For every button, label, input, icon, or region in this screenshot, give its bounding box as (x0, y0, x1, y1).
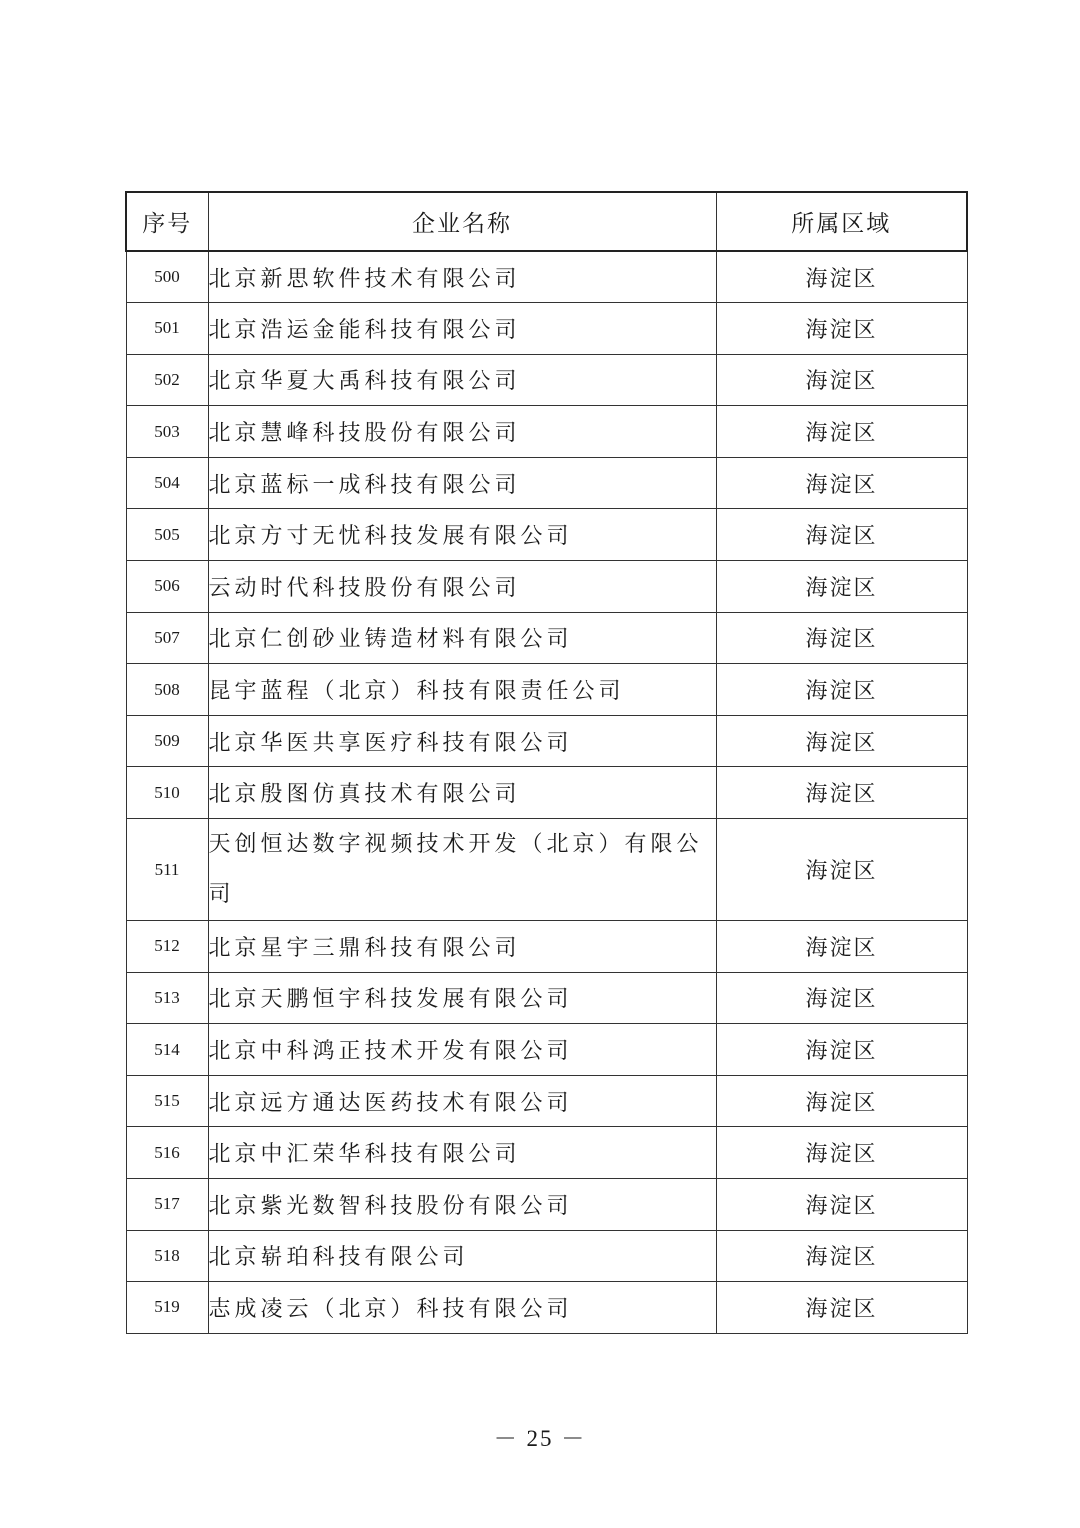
company-name: 北京方寸无忧科技发展有限公司 (208, 509, 716, 561)
header-area: 所属区域 (716, 192, 967, 251)
row-number: 514 (126, 1024, 208, 1076)
district: 海淀区 (716, 561, 967, 613)
company-name: 云动时代科技股份有限公司 (208, 561, 716, 613)
table-row (126, 1075, 967, 1127)
row-number: 506 (126, 561, 208, 613)
table-row (126, 457, 967, 509)
row-number: 508 (126, 664, 208, 716)
district: 海淀区 (716, 819, 967, 921)
enterprise-table (125, 191, 968, 1334)
row-number: 519 (126, 1282, 208, 1334)
district: 海淀区 (716, 251, 967, 303)
table-row (126, 715, 967, 767)
district: 海淀区 (716, 921, 967, 973)
company-name: 志成凌云（北京）科技有限公司 (208, 1282, 716, 1334)
district: 海淀区 (716, 715, 967, 767)
table-row (126, 509, 967, 561)
district: 海淀区 (716, 1179, 967, 1231)
company-name: 天创恒达数字视频技术开发（北京）有限公司 (208, 819, 716, 921)
district: 海淀区 (716, 1075, 967, 1127)
district: 海淀区 (716, 1127, 967, 1179)
company-name: 昆宇蓝程（北京）科技有限责任公司 (208, 664, 716, 716)
row-number: 511 (126, 819, 208, 921)
header-no: 序号 (126, 192, 208, 251)
table-row (126, 612, 967, 664)
company-name: 北京崭珀科技有限公司 (208, 1230, 716, 1282)
district: 海淀区 (716, 1230, 967, 1282)
page-number: － 25 － (493, 1426, 587, 1451)
row-number: 516 (126, 1127, 208, 1179)
table-row (126, 561, 967, 613)
table-row (126, 251, 967, 303)
row-number: 504 (126, 457, 208, 509)
company-name: 北京浩运金能科技有限公司 (208, 303, 716, 355)
table-row (126, 1282, 967, 1334)
table-row (126, 1127, 967, 1179)
company-name: 北京远方通达医药技术有限公司 (208, 1075, 716, 1127)
row-number: 513 (126, 972, 208, 1024)
header-name: 企业名称 (208, 192, 716, 251)
district: 海淀区 (716, 406, 967, 458)
table-row (126, 354, 967, 406)
company-name: 北京中汇荣华科技有限公司 (208, 1127, 716, 1179)
table-row (126, 1230, 967, 1282)
company-name: 北京华夏大禹科技有限公司 (208, 354, 716, 406)
table-row (126, 406, 967, 458)
table-row (126, 1179, 967, 1231)
row-number: 501 (126, 303, 208, 355)
table-row (126, 819, 967, 921)
row-number: 505 (126, 509, 208, 561)
table-row (126, 972, 967, 1024)
table-row (126, 664, 967, 716)
row-number: 510 (126, 767, 208, 819)
company-name: 北京华医共享医疗科技有限公司 (208, 715, 716, 767)
district: 海淀区 (716, 664, 967, 716)
table-row (126, 303, 967, 355)
district: 海淀区 (716, 972, 967, 1024)
company-name: 北京星宇三鼎科技有限公司 (208, 921, 716, 973)
row-number: 503 (126, 406, 208, 458)
row-number: 515 (126, 1075, 208, 1127)
company-name: 北京殷图仿真技术有限公司 (208, 767, 716, 819)
row-number: 500 (126, 251, 208, 303)
district: 海淀区 (716, 1282, 967, 1334)
row-number: 509 (126, 715, 208, 767)
table-row (126, 921, 967, 973)
district: 海淀区 (716, 612, 967, 664)
company-name: 北京蓝标一成科技有限公司 (208, 457, 716, 509)
table-header (126, 192, 967, 251)
row-number: 517 (126, 1179, 208, 1231)
district: 海淀区 (716, 354, 967, 406)
row-number: 518 (126, 1230, 208, 1282)
header-row (126, 192, 967, 251)
table-row (126, 1024, 967, 1076)
company-name: 北京中科鸿正技术开发有限公司 (208, 1024, 716, 1076)
table-body (126, 251, 967, 1333)
company-name: 北京天鹏恒宇科技发展有限公司 (208, 972, 716, 1024)
district: 海淀区 (716, 1024, 967, 1076)
company-name: 北京新思软件技术有限公司 (208, 251, 716, 303)
row-number: 512 (126, 921, 208, 973)
district: 海淀区 (716, 457, 967, 509)
table-row (126, 767, 967, 819)
district: 海淀区 (716, 767, 967, 819)
district: 海淀区 (716, 303, 967, 355)
district: 海淀区 (716, 509, 967, 561)
row-number: 507 (126, 612, 208, 664)
company-name: 北京仁创砂业铸造材料有限公司 (208, 612, 716, 664)
company-name: 北京慧峰科技股份有限公司 (208, 406, 716, 458)
company-name: 北京紫光数智科技股份有限公司 (208, 1179, 716, 1231)
row-number: 502 (126, 354, 208, 406)
